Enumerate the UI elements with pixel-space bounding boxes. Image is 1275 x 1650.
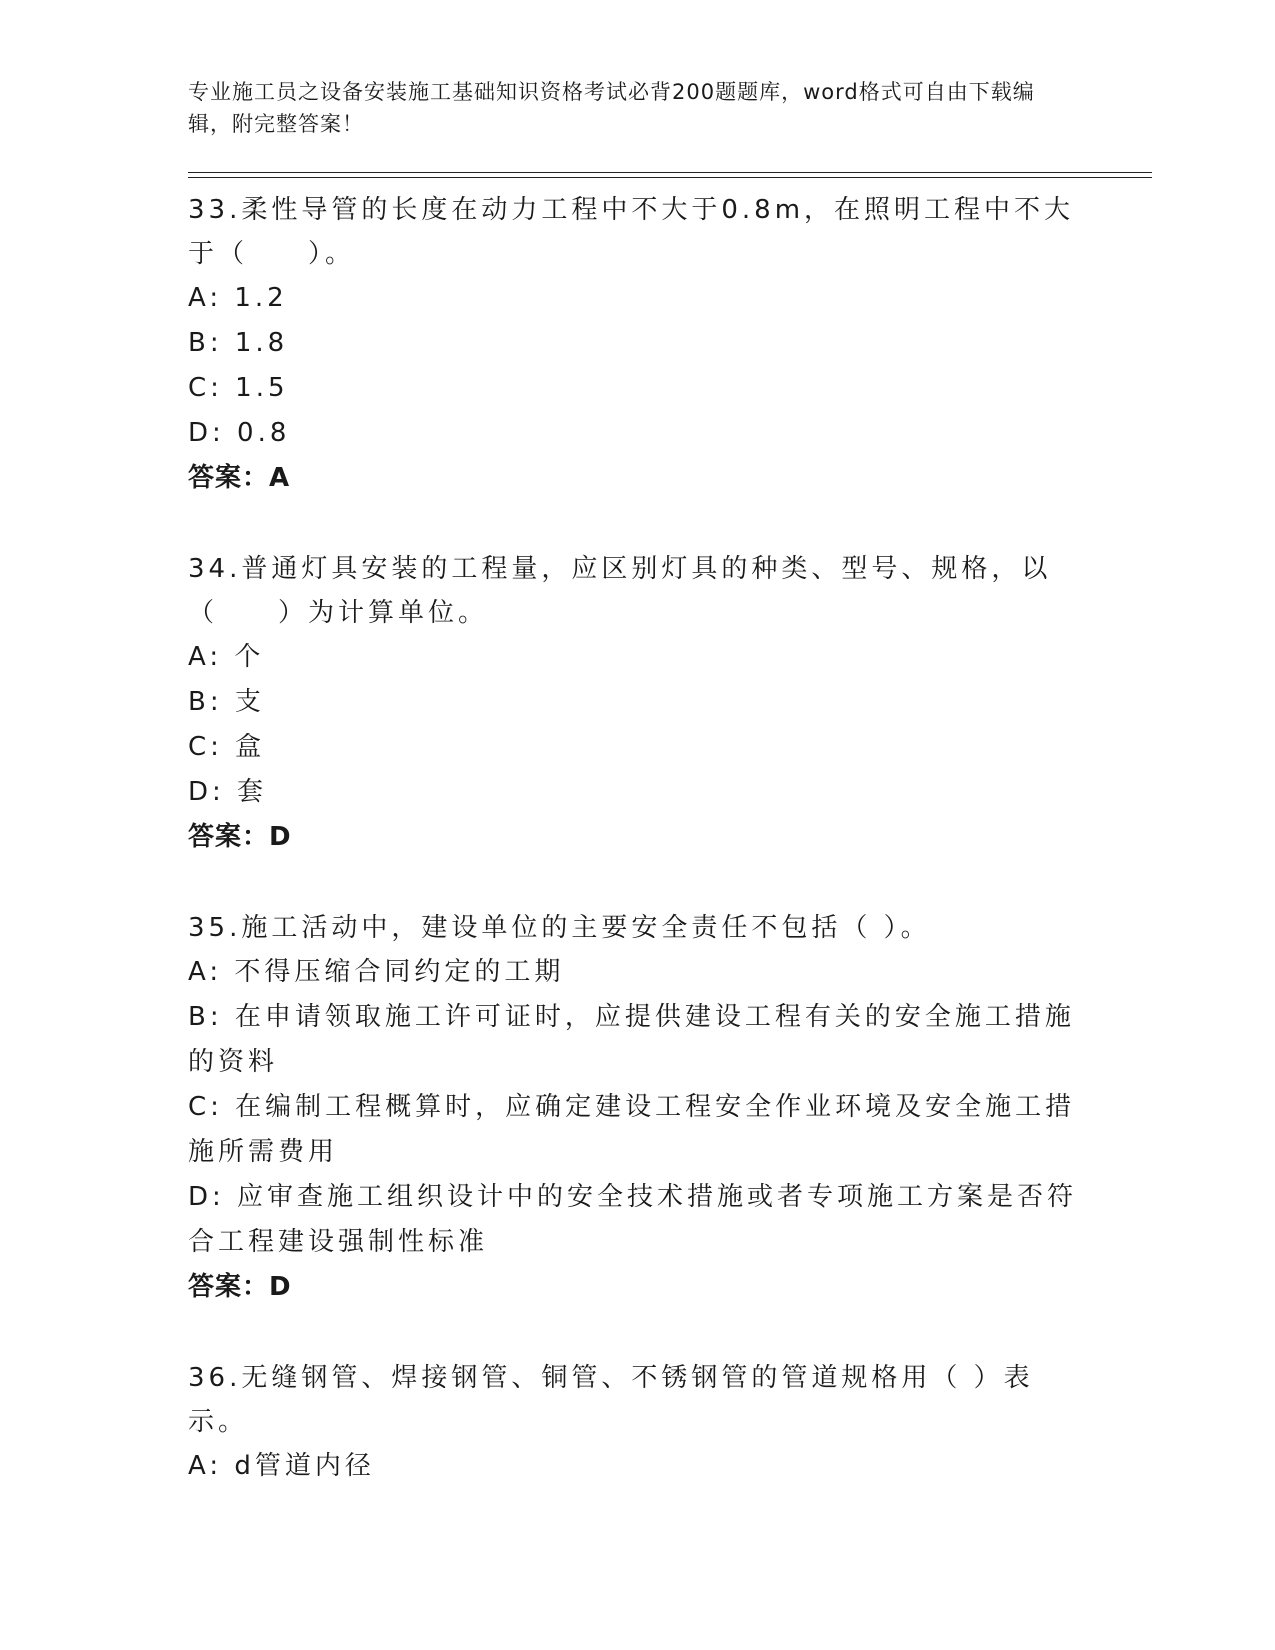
option-d: D: 应审查施工组织设计中的安全技术措施或者专项施工方案是否符合工程建设强制性标准 [188, 1182, 1078, 1257]
question-stem: 36.无缝钢管、焊接钢管、铜管、不锈钢管的管道规格用（ ）表示。 [188, 1363, 1034, 1437]
option-c: C: 在编制工程概算时，应确定建设工程安全作业环境及安全施工措施所需费用 [188, 1092, 1076, 1167]
header-rule-bottom [188, 177, 1152, 178]
answer: 答案：A [188, 463, 291, 493]
answer: 答案：D [188, 1272, 292, 1302]
option-a: A: 个 [188, 642, 265, 672]
option-d: D: 套 [188, 777, 268, 807]
question-33 [188, 188, 1088, 501]
option-b: B: 支 [188, 687, 265, 717]
question-stem: 33.柔性导管的长度在动力工程中不大于0.8m，在照明工程中不大于（ ）。 [188, 195, 1075, 269]
question-35 [188, 906, 1088, 1310]
option-c: C: 盒 [188, 732, 266, 762]
question-36 [188, 1356, 1088, 1489]
option-a: A: 不得压缩合同约定的工期 [188, 957, 565, 987]
question-list [188, 188, 1088, 1535]
option-b: B: 1.8 [188, 328, 289, 358]
option-a: A: 1.2 [188, 283, 288, 313]
option-d: D: 0.8 [188, 418, 291, 448]
answer: 答案：D [188, 822, 292, 852]
question-stem: 35.施工活动中，建设单位的主要安全责任不包括（ ）。 [188, 913, 931, 943]
option-c: C: 1.5 [188, 373, 289, 403]
question-34 [188, 547, 1088, 860]
question-stem: 34.普通灯具安装的工程量，应区别灯具的种类、型号、规格，以（ ）为计算单位。 [188, 554, 1052, 628]
option-a: A: d管道内径 [188, 1451, 375, 1481]
header-rule-top [188, 172, 1152, 173]
option-b: B: 在申请领取施工许可证时，应提供建设工程有关的安全施工措施的资料 [188, 1002, 1075, 1077]
document-header: 专业施工员之设备安装施工基础知识资格考试必背200题题库，word格式可自由下载编辑，附完整答案！ [188, 80, 1035, 136]
